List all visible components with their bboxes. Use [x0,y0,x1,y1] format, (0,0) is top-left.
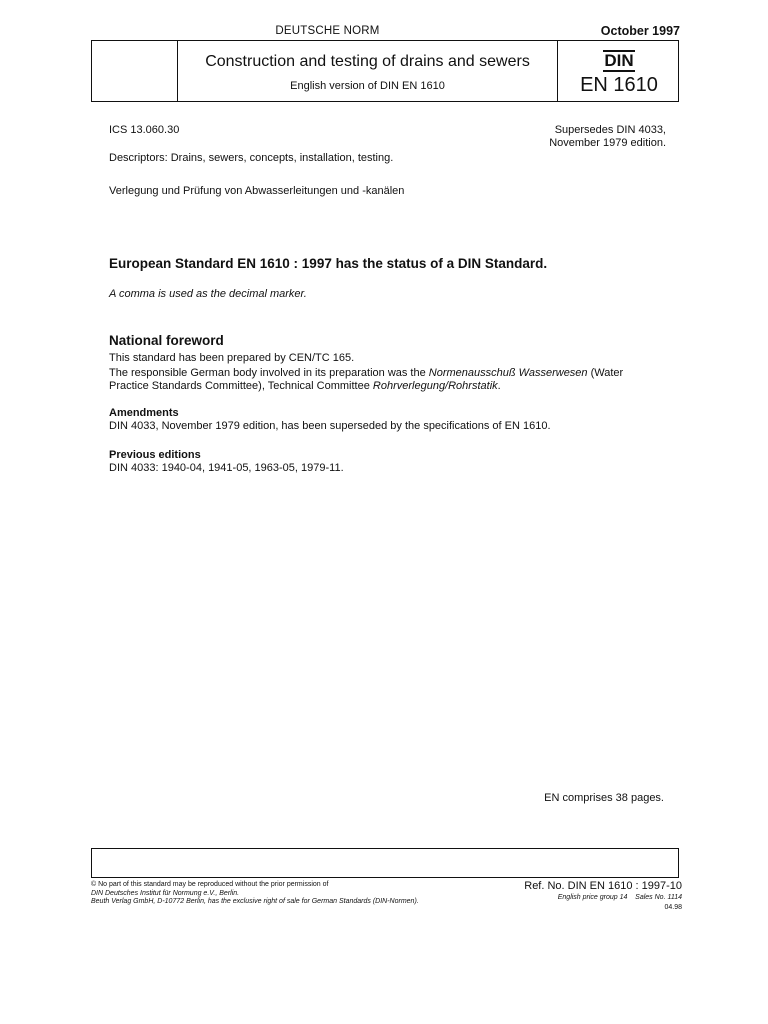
german-title: Verlegung und Prüfung von Abwasserleitungen und -kanälen [109,185,405,197]
din-logo [558,50,680,72]
standard-designation: EN 1610 [580,74,658,96]
amendments-section [109,407,551,433]
national-foreword-heading: National foreword [109,333,224,348]
descriptors: Descriptors: Drains, sewers, concepts, installation, testing. [109,152,394,164]
copyright-notice [91,881,511,907]
copyright-line-3: Beuth Verlag GmbH, D-10772 Berlin, has the exclusive right of sale for German Standards (DIN-Normen). [91,898,419,905]
national-foreword-line-2 [109,367,679,380]
title-block-divider-left [177,41,178,101]
supersedes-line-1: Supersedes DIN 4033, [554,124,666,136]
document-type-label: DEUTSCHE NORM [275,25,380,37]
supersedes-note [549,124,666,150]
sales-number: Sales No. 1114 [635,894,682,901]
supersedes-line-2: November 1979 edition. [549,137,666,149]
amendments-heading: Amendments [109,407,179,419]
copyright-line-1: © No part of this standard may be reproduced without the prior permission of [91,881,329,888]
national-foreword-line-3 [109,380,679,393]
decimal-marker-note: A comma is used as the decimal marker. [109,288,307,300]
foreword-line-2-end: (Water [587,367,624,379]
national-foreword-section [109,333,679,393]
previous-editions-text: DIN 4033: 1940-04, 1941-05, 1963-05, 1979-11. [109,462,344,474]
print-code: 04.98 [664,904,682,911]
national-foreword-line-1: This standard has been prepared by CEN/TC 165. [109,352,355,364]
amendments-text: DIN 4033, November 1979 edition, has been superseded by the specifications of EN 1610. [109,420,551,432]
foreword-line-3-text: Practice Standards Committee), Technical Committee [109,380,373,392]
price-group: English price group 14 [557,894,628,901]
foreword-committee-name: Normenausschuß Wasserwesen [428,367,588,379]
page-count-note: EN comprises 38 pages. [544,792,664,804]
reference-number: Ref. No. DIN EN 1610 : 1997-10 [524,880,682,892]
previous-editions-heading: Previous editions [109,449,201,461]
title-block [91,40,679,102]
foreword-line-3-end: . [497,380,501,392]
copyright-line-2: DIN Deutsches Institut für Normung e.V., Berlin. [91,889,240,897]
document-subtitle: English version of DIN EN 1610 [290,80,445,92]
price-and-sales [558,893,682,902]
foreword-line-2-text: The responsible German body involved in its preparation was the [109,367,429,379]
publication-date: October 1997 [600,24,680,38]
status-statement: European Standard EN 1610 : 1997 has the status of a DIN Standard. [109,256,548,271]
din-logo-text: DIN [604,51,634,70]
foreword-technical-committee: Rohrverlegung/Rohrstatik [372,380,498,392]
ics-code: ICS 13.060.30 [109,124,180,136]
document-title: Construction and testing of drains and sewers [205,53,530,70]
bottom-frame [91,848,679,878]
previous-editions-section [109,449,344,475]
